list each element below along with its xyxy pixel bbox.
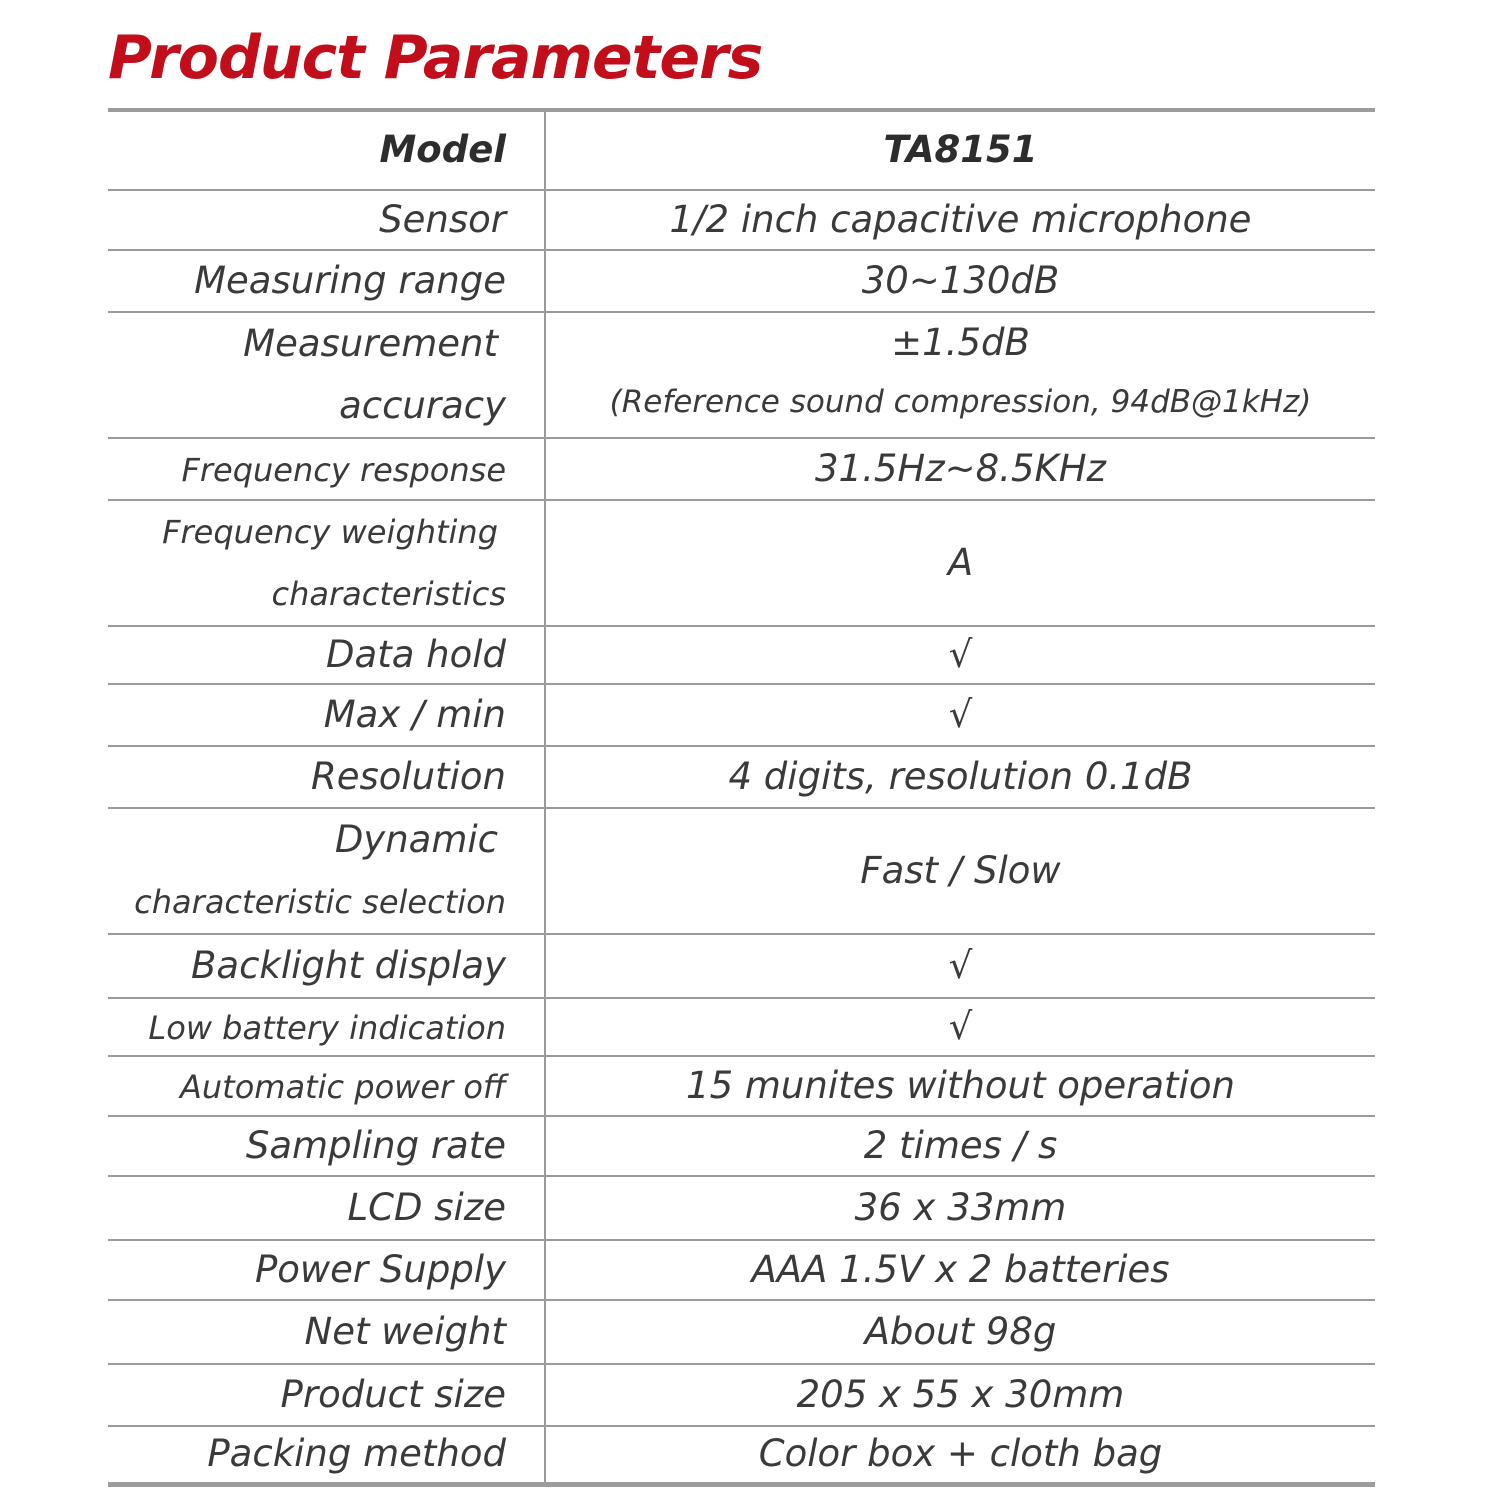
table-row [108,438,1375,500]
row-value: 205 x 55 x 30mm [545,1364,1375,1426]
table-row [108,1426,1375,1484]
row-value: 1/2 inch capacitive microphone [545,190,1375,250]
row-value-note: (Reference sound compression, 94dB@1kHz) [609,384,1312,420]
row-label [108,312,545,438]
check-icon: √ [545,684,1375,746]
row-label-line1: Frequency weighting [162,513,498,551]
row-label: Power Supply [108,1240,545,1300]
row-value: About 98g [545,1300,1375,1364]
row-label-line2: characteristic selection [134,883,506,921]
row-value [545,312,1375,438]
table-row [108,808,1375,934]
table-row [108,1240,1375,1300]
row-value: 2 times / s [545,1116,1375,1176]
row-label: Max / min [108,684,545,746]
table-row [108,500,1375,626]
row-label-line1: Dynamic [334,818,498,861]
row-label [108,1056,545,1116]
row-label: Sensor [108,190,545,250]
table-row [108,998,1375,1056]
row-label: Measuring range [108,250,545,312]
table-row [108,746,1375,808]
table-row [108,190,1375,250]
row-value: 4 digits, resolution 0.1dB [545,746,1375,808]
check-icon: √ [545,626,1375,684]
row-label [108,808,545,934]
check-icon: √ [545,998,1375,1056]
table-header-row [108,110,1375,190]
row-label: Product size [108,1364,545,1426]
table-row [108,1116,1375,1176]
table-row [108,1300,1375,1364]
row-value: 15 munites without operation [545,1056,1375,1116]
row-label-text: Frequency response [181,450,506,489]
row-label [108,500,545,626]
table-row [108,1364,1375,1426]
row-value: AAA 1.5V x 2 batteries [545,1240,1375,1300]
row-label: LCD size [108,1176,545,1240]
table-row [108,312,1375,438]
row-label: Sampling rate [108,1116,545,1176]
row-label: Backlight display [108,934,545,998]
row-label-text: Automatic power off [179,1067,506,1106]
row-label-line2: accuracy [339,384,506,427]
product-parameters-table [108,108,1375,1487]
table-row [108,250,1375,312]
row-label [108,998,545,1056]
row-label: Resolution [108,746,545,808]
table-row [108,684,1375,746]
model-label: Model [108,110,545,190]
row-label-text: Low battery indication [148,1008,506,1047]
row-label-line2: characteristics [271,575,506,613]
row-label-line1: Measurement [243,322,498,365]
table-row [108,934,1375,998]
row-value-main: ±1.5dB [891,321,1030,364]
table-row [108,1176,1375,1240]
row-label: Net weight [108,1300,545,1364]
row-label: Packing method [108,1426,545,1484]
model-value: TA8151 [545,110,1375,190]
row-value: Fast / Slow [545,808,1375,934]
row-label [108,438,545,500]
check-icon: √ [545,934,1375,998]
row-value: Color box + cloth bag [758,1432,1163,1476]
page-title: Product Parameters [108,23,763,93]
row-label: Data hold [108,626,545,684]
row-value: 30~130dB [545,250,1375,312]
row-value: A [545,500,1375,626]
row-value: 31.5Hz~8.5KHz [545,438,1375,500]
table-row [108,1056,1375,1116]
table-row [108,626,1375,684]
row-value: 36 x 33mm [545,1176,1375,1240]
